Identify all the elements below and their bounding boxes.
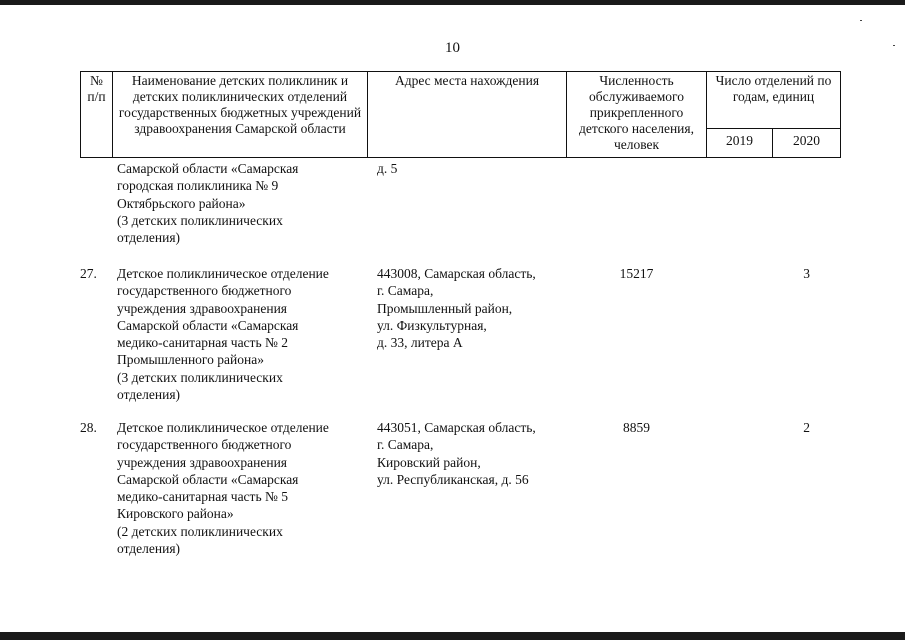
page-number: 10: [445, 40, 460, 56]
row-name: Самарской области «Самарская городская поликлиника № 9 Октябрьского района» (3 детских поликлинических отделения): [117, 161, 299, 246]
row-dept-2020: 2: [803, 420, 810, 435]
row-dept-2020: 3: [803, 266, 810, 281]
header-population: Численность обслуживаемого прикрепленного детского населения, человек: [579, 73, 694, 152]
row-address: д. 5: [377, 161, 398, 176]
row-name: Детское поликлиническое отделение государственного бюджетного учреждения здравоохранения Самарской области «Самарская медико-санитарная часть № 2 Промышленного района» (3 детских поликлинических отделения): [117, 266, 329, 403]
header-departments: Число отделений по годам, единиц: [715, 73, 832, 104]
header-year-2020: 2020: [793, 133, 820, 148]
header-address: Адрес места нахождения: [394, 73, 540, 88]
header-name: Наименование детских поликлиник и детских поликлинических отделений государственных бюджетных учреждений здравоохранения Самарской области: [118, 73, 362, 136]
scan-edge-bottom: [0, 632, 905, 640]
row-number: 27.: [80, 266, 97, 281]
row-address: 443051, Самарская область, г. Самара, Кировский район, ул. Республиканская, д. 56: [377, 420, 536, 487]
header-no: № п/п: [87, 73, 106, 104]
header-year-2019: 2019: [726, 133, 753, 148]
scan-speck: [860, 20, 862, 21]
row-name: Детское поликлиническое отделение государственного бюджетного учреждения здравоохранения Самарской области «Самарская медико-санитарная часть № 5 Кировского района» (2 детских поликлинических отделения): [117, 420, 329, 557]
row-number: 28.: [80, 420, 97, 435]
scan-edge-top: [0, 0, 905, 5]
row-population: 15217: [619, 266, 654, 281]
row-population: 8859: [623, 420, 650, 435]
row-address: 443008, Самарская область, г. Самара, Промышленный район, ул. Физкультурная, д. 33, литера А: [377, 266, 536, 351]
